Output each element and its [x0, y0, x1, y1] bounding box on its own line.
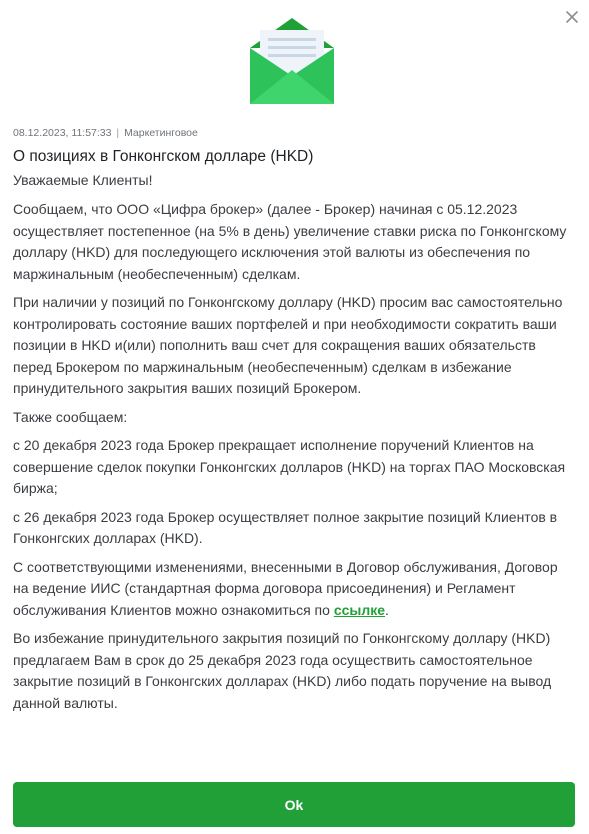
terms-link[interactable]: ссылке [333, 601, 386, 618]
paragraph-6-text: С соответствующими изменениями, внесенными в Договор обслуживания, Договор на ведение ИИС (стандартная форма договора присоединения) и Регламент обслуживания Клиентов можно ознакомиться по [13, 558, 558, 618]
paragraph-2: При наличии у позиций по Гонконгскому доллару (HKD) просим вас самостоятельно контролировать состояние ваших портфелей и при необходимости сократить ваши позиции в HKD и(или) пополнить ваш счет для сокращения ваших обязательств перед Брокером по маржинальным (необеспеченным) сделкам в избежание принудительного закрытия ваших позиций Брокером. [13, 294, 563, 396]
message-title: О позициях в Гонконгском долларе (HKD) [13, 148, 314, 165]
paragraph-6 [13, 557, 575, 622]
paragraph-1: Сообщаем, что ООО «Цифра брокер» (далее - Брокер) начиная с 05.12.2023 осуществляет постепенное (на 5% в день) увеличение ставки риска по Гонконгскому доллару (HKD) для последующего исключения этой валюты из обеспечения по маржинальным (необеспеченным) сделкам. [13, 201, 567, 282]
paragraph-7: Во избежание принудительного закрытия позиций по Гонконгскому доллару (HKD) предлагаем Вам в срок до 25 декабря 2023 года осуществить самостоятельное закрытие позиций в Гонконгских долларах (HKD) либо подать поручение на вывод данной валюты. [13, 630, 552, 711]
paragraph-4: с 20 декабря 2023 года Брокер прекращает исполнение поручений Клиентов на совершение сделок покупки Гонконгских долларов (HKD) на торгах ПАО Московская биржа; [13, 437, 566, 496]
message-meta [13, 127, 575, 139]
paragraph-3: Также сообщаем: [13, 408, 128, 425]
meta-separator: | [116, 127, 120, 139]
close-icon[interactable] [563, 8, 581, 26]
link-suffix: . [385, 601, 389, 618]
ok-button[interactable]: Ok [13, 782, 575, 827]
message-greeting: Уважаемые Клиенты! [13, 172, 153, 188]
paragraph-5: с 26 декабря 2023 года Брокер осуществляет полное закрытие позиций Клиентов в Гонконгских долларах (HKD). [13, 508, 558, 546]
open-envelope-icon [248, 18, 336, 106]
message-body [13, 127, 575, 721]
message-category: Маркетинговое [124, 127, 198, 139]
message-date: 08.12.2023, 11:57:33 [13, 127, 112, 139]
